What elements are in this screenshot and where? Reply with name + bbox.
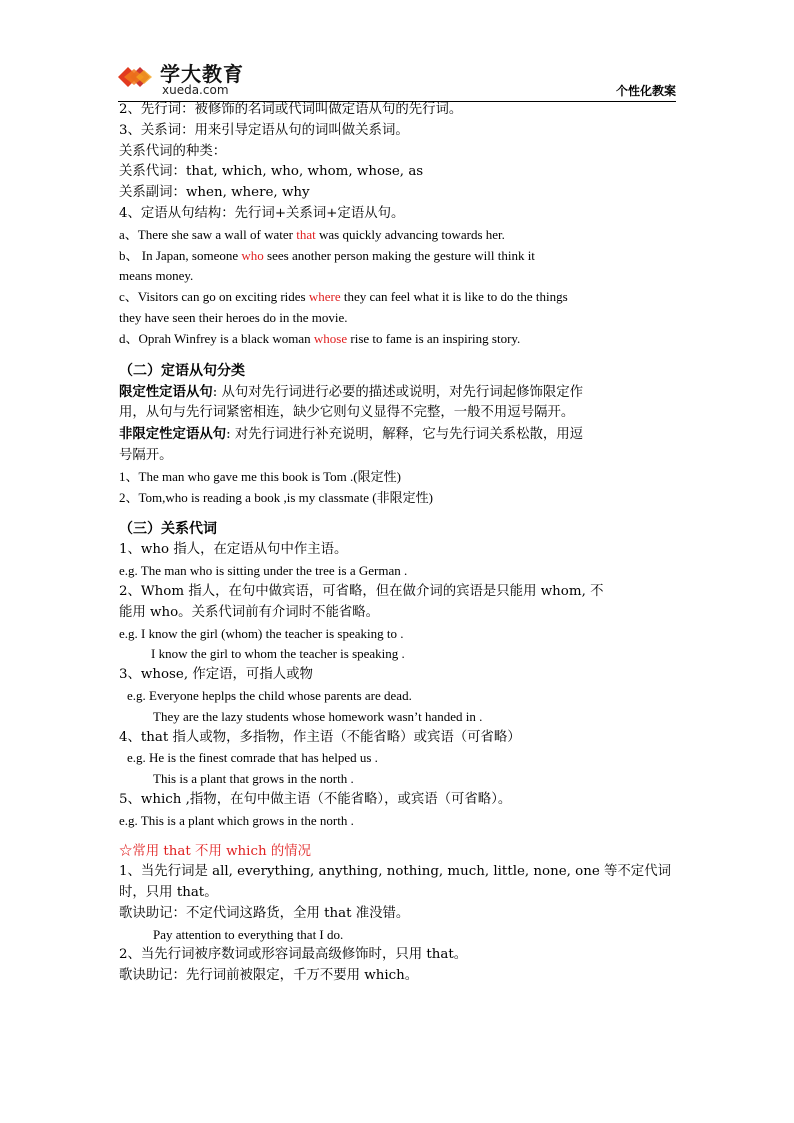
- section-heading: ☆常用 that 不用 which 的情况: [119, 843, 312, 859]
- example-line: e.g. The man who is sitting under the tree is a German .: [119, 563, 408, 579]
- example-line: 1、The man who gave me this book is Tom .(限定性): [119, 468, 401, 484]
- text-line: 4、that 指人或物，多指物，作主语（不能省略）或宾语（可省略）: [119, 729, 521, 745]
- example-d: d、Oprah Winfrey is a black woman whose rise to fame is an inspiring story.: [119, 330, 521, 346]
- section-heading: （二）定语从句分类: [119, 362, 245, 379]
- example-line: e.g. Everyone heplps the child whose parents are dead.: [127, 687, 412, 703]
- text-line: 关系代词：that, which, who, whom, whose, as: [119, 164, 424, 180]
- example-line: I know the girl to whom the teacher is speaking .: [151, 646, 405, 662]
- text-line: 用，从句与先行词紧密相连，缺少它则句义显得不完整，一般不用逗号隔开。: [119, 405, 575, 421]
- relative-word: that: [296, 226, 316, 242]
- example-b: b、 In Japan, someone who sees another person making the gesture will think it: [119, 247, 535, 263]
- text-line: 2、Whom 指人，在句中做宾语，可省略，但在做介词的宾语是只能用 whom, 不: [119, 583, 604, 599]
- document-body: [119, 100, 675, 987]
- example-line: 2、Tom,who is reading a book ,is my classmate (非限定性): [119, 489, 433, 505]
- definition-restrictive: 限定性定语从句: 从句对先行词进行必要的描述或说明，对先行词起修饰限定作: [119, 383, 584, 400]
- logo-mark-icon: [118, 60, 156, 94]
- text-line: 1、当先行词是 all, everything, anything, nothing, much, little, none, one 等不定代词: [119, 864, 671, 880]
- text-line: 3、whose, 作定语，可指人或物: [119, 667, 313, 683]
- text-line: 能用 who。关系代词前有介词时不能省略。: [119, 604, 380, 620]
- text-line: 5、which ,指物，在句中做主语（不能省略），或宾语（可省略）。: [119, 791, 512, 807]
- relative-word: who: [241, 247, 264, 263]
- relative-word: whose: [313, 330, 348, 346]
- example-a: a、There she saw a wall of water that was quickly advancing towards her.: [119, 226, 505, 242]
- text-line: 关系代词的种类：: [119, 143, 227, 159]
- relative-word: where: [308, 289, 341, 305]
- example-line: Pay attention to everything that I do.: [153, 926, 344, 942]
- page-header: [118, 52, 676, 102]
- logo-text-en: xueda.com: [162, 83, 229, 97]
- example-line: e.g. He is the finest comrade that has helped us .: [127, 750, 378, 766]
- xueda-logo: [118, 56, 278, 96]
- text-line: 2、当先行词被序数词或形容词最高级修饰时，只用 that。: [119, 947, 468, 963]
- section-heading: （三）关系代词: [119, 521, 217, 538]
- example-c-cont: they have seen their heroes do in the movie.: [119, 309, 348, 325]
- text-line: 时，只用 that。: [119, 885, 218, 901]
- example-c: c、Visitors can go on exciting rides where they can feel what it is like to do the things: [119, 289, 568, 305]
- text-line: 2、先行词：被修饰的名词或代词叫做定语从句的先行词。: [119, 102, 463, 117]
- text-line: 3、关系词：用来引导定语从句的词叫做关系词。: [119, 122, 409, 138]
- header-label: 个性化教案: [615, 84, 676, 98]
- example-b-cont: means money.: [119, 268, 194, 284]
- example-line: They are the lazy students whose homework wasn’t handed in .: [153, 708, 483, 724]
- example-line: This is a plant that grows in the north .: [153, 771, 354, 787]
- example-line: e.g. This is a plant which grows in the north .: [119, 812, 354, 828]
- text-line: 号隔开。: [119, 447, 173, 463]
- logo-text-cn: 学大教育: [160, 62, 244, 86]
- example-line: e.g. I know the girl (whom) the teacher is speaking to .: [119, 625, 404, 641]
- text-line: 1、who 指人，在定语从句中作主语。: [119, 542, 348, 558]
- text-line: 关系副词：when, where, why: [119, 185, 310, 201]
- definition-nonrestrictive: 非限定性定语从句: 对先行词进行补充说明，解释，它与先行词关系松散，用逗: [119, 426, 584, 443]
- mnemonic-line: 歌诀助记：先行词前被限定，千万不要用 which。: [119, 968, 419, 984]
- text-line: 4、定语从句结构：先行词+关系词+定语从句。: [119, 205, 405, 221]
- mnemonic-line: 歌诀助记：不定代词这路货，全用 that 准没错。: [119, 905, 410, 921]
